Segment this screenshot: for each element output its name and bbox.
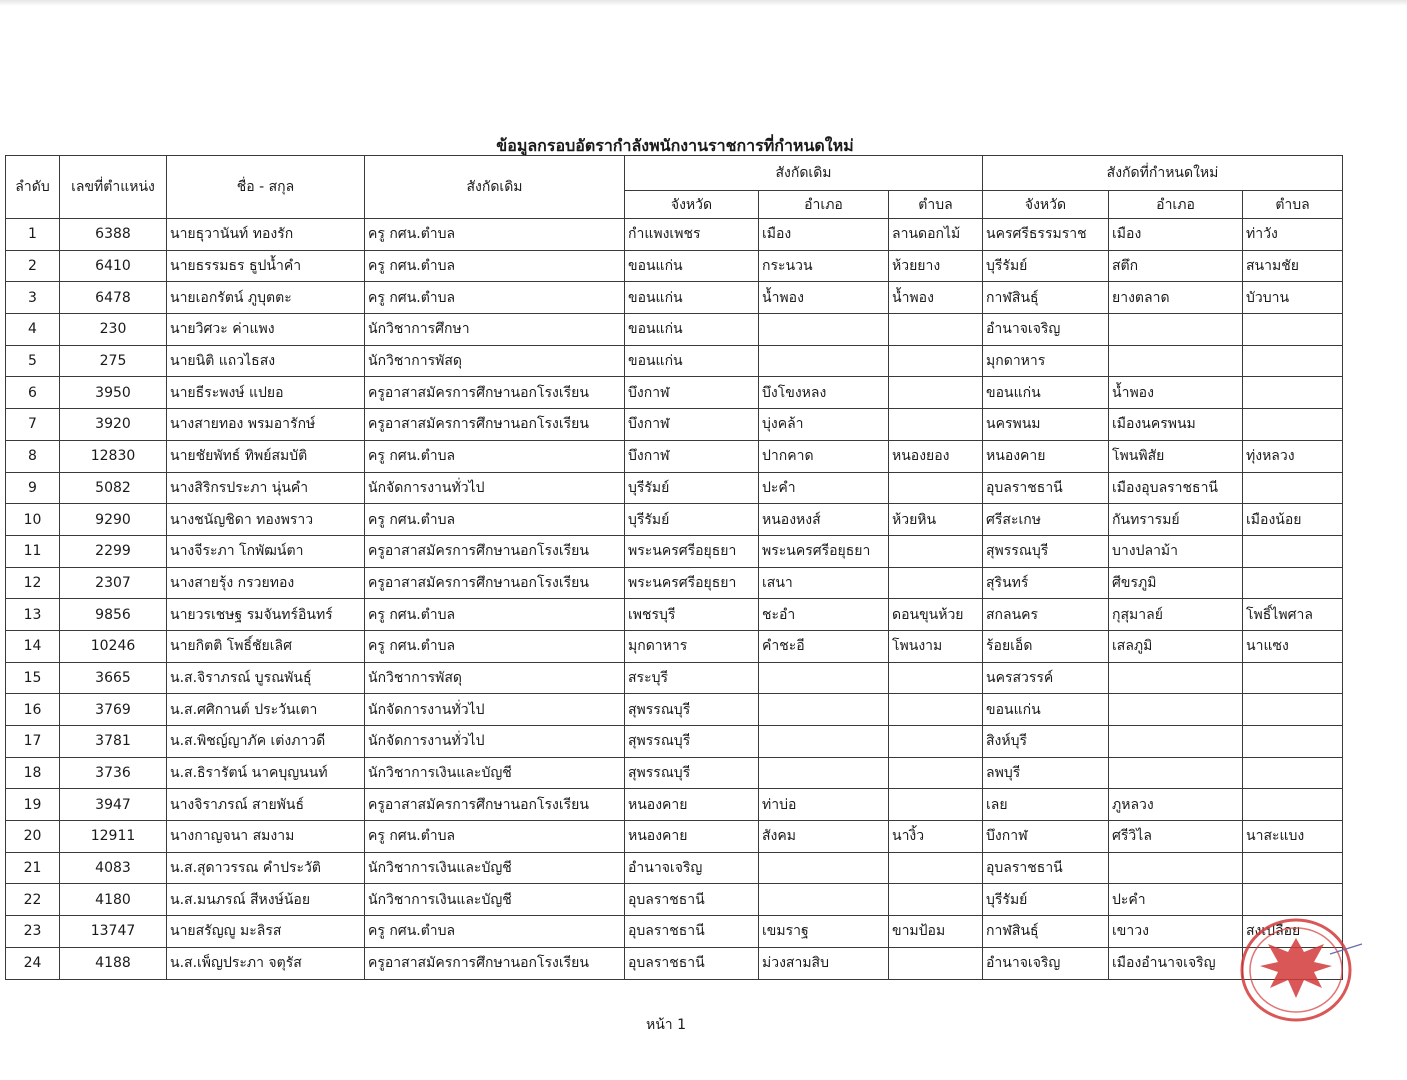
cell-new-subdistrict: [1243, 789, 1343, 821]
cell-new-district: [1109, 726, 1243, 758]
table-row: [6, 440, 1343, 472]
cell-old-province: ขอนแก่น: [625, 345, 759, 377]
cell-new-subdistrict: [1243, 852, 1343, 884]
cell-old-province: บึงกาฬ: [625, 409, 759, 441]
cell-position-no: 5082: [60, 472, 167, 504]
cell-old-unit: นักจัดการงานทั่วไป: [365, 726, 625, 758]
cell-old-district: สังคม: [759, 821, 889, 853]
cell-old-unit: ครูอาสาสมัครการศึกษานอกโรงเรียน: [365, 567, 625, 599]
cell-old-unit: ครู กศน.ตำบล: [365, 916, 625, 948]
cell-old-district: บุ่งคล้า: [759, 409, 889, 441]
cell-position-no: 2307: [60, 567, 167, 599]
cell-old-unit: ครู กศน.ตำบล: [365, 219, 625, 251]
cell-index: 5: [6, 345, 60, 377]
cell-new-subdistrict: [1243, 662, 1343, 694]
cell-name: นายกิตติ โพธิ์ชัยเลิศ: [167, 630, 365, 662]
table-row: [6, 219, 1343, 251]
cell-new-province: สุพรรณบุรี: [983, 535, 1109, 567]
cell-new-province: ร้อยเอ็ด: [983, 630, 1109, 662]
cell-old-province: บุรีรัมย์: [625, 504, 759, 536]
cell-new-subdistrict: สงเปลือย: [1243, 916, 1343, 948]
cell-old-province: สุพรรณบุรี: [625, 726, 759, 758]
cell-new-subdistrict: ท่าวัง: [1243, 219, 1343, 251]
cell-name: น.ส.ศศิกานต์ ประวันเตา: [167, 694, 365, 726]
cell-new-province: ศรีสะเกษ: [983, 504, 1109, 536]
cell-old-unit: นักวิชาการเงินและบัญชี: [365, 884, 625, 916]
cell-old-district: เขมราฐ: [759, 916, 889, 948]
cell-position-no: 6388: [60, 219, 167, 251]
cell-index: 14: [6, 630, 60, 662]
cell-old-province: สระบุรี: [625, 662, 759, 694]
cell-old-unit: ครูอาสาสมัครการศึกษานอกโรงเรียน: [365, 377, 625, 409]
table-row: [6, 535, 1343, 567]
cell-position-no: 230: [60, 314, 167, 346]
cell-name: นางสายทอง พรมอารักษ์: [167, 409, 365, 441]
table-row: [6, 884, 1343, 916]
cell-new-province: อุบลราชธานี: [983, 852, 1109, 884]
cell-old-subdistrict: ห้วยหิน: [889, 504, 983, 536]
cell-old-district: [759, 314, 889, 346]
cell-index: 11: [6, 535, 60, 567]
header-new-district: อำเภอ: [1109, 191, 1243, 219]
table-row: [6, 662, 1343, 694]
cell-old-province: อุบลราชธานี: [625, 884, 759, 916]
cell-old-subdistrict: โพนงาม: [889, 630, 983, 662]
cell-old-subdistrict: หนองยอง: [889, 440, 983, 472]
cell-new-subdistrict: [1243, 884, 1343, 916]
cell-new-district: [1109, 757, 1243, 789]
header-district: อำเภอ: [759, 191, 889, 219]
cell-old-unit: นักวิชาการเงินและบัญชี: [365, 852, 625, 884]
cell-name: นายวรเชษฐ รมจันทร์อินทร์: [167, 599, 365, 631]
cell-old-district: บึงโขงหลง: [759, 377, 889, 409]
cell-index: 3: [6, 282, 60, 314]
cell-name: น.ส.พิชญ์ญาภัค เต่งภาวดี: [167, 726, 365, 758]
header-subdistrict: ตำบล: [889, 191, 983, 219]
cell-old-district: [759, 884, 889, 916]
cell-new-subdistrict: ทุ่งหลวง: [1243, 440, 1343, 472]
cell-old-district: ชะอำ: [759, 599, 889, 631]
cell-old-province: อุบลราชธานี: [625, 947, 759, 979]
table-row: [6, 345, 1343, 377]
cell-old-subdistrict: [889, 852, 983, 884]
cell-index: 12: [6, 567, 60, 599]
cell-old-district: [759, 757, 889, 789]
cell-old-district: พระนครศรีอยุธยา: [759, 535, 889, 567]
cell-position-no: 4083: [60, 852, 167, 884]
cell-old-subdistrict: [889, 726, 983, 758]
cell-old-subdistrict: [889, 535, 983, 567]
cell-new-subdistrict: [1243, 377, 1343, 409]
cell-old-unit: นักจัดการงานทั่วไป: [365, 694, 625, 726]
cell-new-district: [1109, 694, 1243, 726]
cell-old-district: ท่าบ่อ: [759, 789, 889, 821]
cell-position-no: 6478: [60, 282, 167, 314]
scan-top-edge: [0, 0, 1407, 6]
cell-new-district: [1109, 852, 1243, 884]
cell-old-subdistrict: [889, 345, 983, 377]
cell-old-district: [759, 726, 889, 758]
table-row: [6, 630, 1343, 662]
cell-name: นายชัยพัทธ์ ทิพย์สมบัติ: [167, 440, 365, 472]
table-body: [6, 219, 1343, 980]
table-row: [6, 599, 1343, 631]
cell-old-subdistrict: ลานดอกไม้: [889, 219, 983, 251]
cell-old-district: [759, 852, 889, 884]
header-old-group: สังกัดเดิม: [625, 156, 983, 191]
cell-new-subdistrict: สนามชัย: [1243, 250, 1343, 282]
cell-new-district: กันทรารมย์: [1109, 504, 1243, 536]
cell-old-district: กระนวน: [759, 250, 889, 282]
cell-new-subdistrict: นาสะแบง: [1243, 821, 1343, 853]
cell-index: 23: [6, 916, 60, 948]
cell-old-subdistrict: [889, 377, 983, 409]
cell-old-subdistrict: [889, 662, 983, 694]
table-row: [6, 726, 1343, 758]
cell-new-subdistrict: [1243, 472, 1343, 504]
cell-old-subdistrict: [889, 567, 983, 599]
cell-old-unit: ครู กศน.ตำบล: [365, 630, 625, 662]
cell-position-no: 3769: [60, 694, 167, 726]
cell-old-subdistrict: [889, 409, 983, 441]
cell-old-subdistrict: [889, 884, 983, 916]
cell-position-no: 3736: [60, 757, 167, 789]
cell-new-district: [1109, 345, 1243, 377]
cell-old-district: คำชะอี: [759, 630, 889, 662]
cell-index: 17: [6, 726, 60, 758]
table-row: [6, 409, 1343, 441]
cell-old-district: ปะคำ: [759, 472, 889, 504]
cell-position-no: 3665: [60, 662, 167, 694]
cell-old-subdistrict: [889, 314, 983, 346]
cell-new-province: กาฬสินธุ์: [983, 282, 1109, 314]
cell-old-district: ม่วงสามสิบ: [759, 947, 889, 979]
cell-name: นางสายรุ้ง กรวยทอง: [167, 567, 365, 599]
table-row: [6, 282, 1343, 314]
cell-old-unit: ครู กศน.ตำบล: [365, 440, 625, 472]
cell-name: นายสรัญญู มะลิรส: [167, 916, 365, 948]
cell-new-subdistrict: [1243, 567, 1343, 599]
cell-old-province: หนองคาย: [625, 821, 759, 853]
cell-new-district: เขาวง: [1109, 916, 1243, 948]
cell-name: นางสิริกรประภา นุ่นคำ: [167, 472, 365, 504]
cell-name: น.ส.เพ็ญประภา จตุรัส: [167, 947, 365, 979]
cell-index: 8: [6, 440, 60, 472]
table-row: [6, 472, 1343, 504]
cell-index: 15: [6, 662, 60, 694]
cell-new-province: นครพนม: [983, 409, 1109, 441]
cell-new-district: ศีขรภูมิ: [1109, 567, 1243, 599]
cell-name: นายเอกรัตน์ ภูบุตตะ: [167, 282, 365, 314]
cell-old-unit: นักจัดการงานทั่วไป: [365, 472, 625, 504]
cell-index: 10: [6, 504, 60, 536]
header-province: จังหวัด: [625, 191, 759, 219]
cell-old-district: ปากคาด: [759, 440, 889, 472]
cell-new-subdistrict: [1243, 726, 1343, 758]
cell-new-subdistrict: [1243, 345, 1343, 377]
cell-old-province: พระนครศรีอยุธยา: [625, 535, 759, 567]
cell-old-subdistrict: นางิ้ว: [889, 821, 983, 853]
header-position-no: เลขที่ตำแหน่ง: [60, 156, 167, 219]
cell-new-province: ลพบุรี: [983, 757, 1109, 789]
cell-new-district: น้ำพอง: [1109, 377, 1243, 409]
cell-new-province: อำนาจเจริญ: [983, 947, 1109, 979]
cell-old-subdistrict: ห้วยยาง: [889, 250, 983, 282]
cell-new-province: สุรินทร์: [983, 567, 1109, 599]
cell-index: 4: [6, 314, 60, 346]
cell-new-district: [1109, 314, 1243, 346]
cell-index: 7: [6, 409, 60, 441]
cell-name: น.ส.มนภรณ์ สีหงษ์น้อย: [167, 884, 365, 916]
cell-index: 21: [6, 852, 60, 884]
cell-new-subdistrict: โพธิ์ไพศาล: [1243, 599, 1343, 631]
cell-old-unit: ครูอาสาสมัครการศึกษานอกโรงเรียน: [365, 535, 625, 567]
cell-old-district: เมือง: [759, 219, 889, 251]
cell-new-province: สกลนคร: [983, 599, 1109, 631]
cell-index: 13: [6, 599, 60, 631]
document-title: ข้อมูลกรอบอัตรากำลังพนักงานราชการที่กำหนดใหม่: [496, 136, 854, 155]
cell-old-unit: ครู กศน.ตำบล: [365, 599, 625, 631]
cell-name: นายวิศวะ ค่าแพง: [167, 314, 365, 346]
cell-index: 19: [6, 789, 60, 821]
table-row: [6, 314, 1343, 346]
cell-position-no: 6410: [60, 250, 167, 282]
cell-old-province: สุพรรณบุรี: [625, 757, 759, 789]
header-new-subdistrict: ตำบล: [1243, 191, 1343, 219]
cell-new-subdistrict: [1243, 535, 1343, 567]
cell-new-province: บุรีรัมย์: [983, 250, 1109, 282]
cell-position-no: 3920: [60, 409, 167, 441]
cell-old-subdistrict: [889, 789, 983, 821]
cell-new-province: มุกดาหาร: [983, 345, 1109, 377]
table-row: [6, 757, 1343, 789]
cell-position-no: 13747: [60, 916, 167, 948]
table-row: [6, 377, 1343, 409]
cell-position-no: 4180: [60, 884, 167, 916]
cell-new-district: เมืองอำนาจเจริญ: [1109, 947, 1243, 979]
cell-new-province: อำนาจเจริญ: [983, 314, 1109, 346]
table-row: [6, 852, 1343, 884]
cell-index: 2: [6, 250, 60, 282]
cell-old-unit: ครูอาสาสมัครการศึกษานอกโรงเรียน: [365, 409, 625, 441]
cell-name: นายธีระพงษ์ แปยอ: [167, 377, 365, 409]
cell-old-province: พระนครศรีอยุธยา: [625, 567, 759, 599]
cell-old-province: บึงกาฬ: [625, 377, 759, 409]
cell-old-subdistrict: [889, 694, 983, 726]
cell-new-district: เมืองนครพนม: [1109, 409, 1243, 441]
cell-new-province: หนองคาย: [983, 440, 1109, 472]
cell-old-province: ขอนแก่น: [625, 314, 759, 346]
cell-position-no: 12911: [60, 821, 167, 853]
cell-old-unit: ครู กศน.ตำบล: [365, 250, 625, 282]
table-row: [6, 504, 1343, 536]
cell-old-unit: ครู กศน.ตำบล: [365, 282, 625, 314]
header-new-province: จังหวัด: [983, 191, 1109, 219]
cell-position-no: 3947: [60, 789, 167, 821]
cell-index: 1: [6, 219, 60, 251]
cell-new-subdistrict: [1243, 314, 1343, 346]
cell-name: นางจีระภา โกพัฒน์ตา: [167, 535, 365, 567]
cell-old-district: [759, 662, 889, 694]
cell-new-province: ขอนแก่น: [983, 377, 1109, 409]
table-row: [6, 947, 1343, 979]
cell-new-district: เมือง: [1109, 219, 1243, 251]
cell-new-district: ยางตลาด: [1109, 282, 1243, 314]
cell-old-province: ขอนแก่น: [625, 250, 759, 282]
cell-old-province: ขอนแก่น: [625, 282, 759, 314]
cell-old-district: เสนา: [759, 567, 889, 599]
cell-new-district: สตึก: [1109, 250, 1243, 282]
cell-name: นางจิราภรณ์ สายพันธ์: [167, 789, 365, 821]
cell-new-subdistrict: [1243, 757, 1343, 789]
cell-new-district: โพนพิสัย: [1109, 440, 1243, 472]
cell-old-unit: ครูอาสาสมัครการศึกษานอกโรงเรียน: [365, 789, 625, 821]
header-index: ลำดับ: [6, 156, 60, 219]
header-old-unit: สังกัดเดิม: [365, 156, 625, 219]
table-row: [6, 789, 1343, 821]
cell-old-unit: นักวิชาการเงินและบัญชี: [365, 757, 625, 789]
cell-old-subdistrict: ขามป้อม: [889, 916, 983, 948]
cell-old-unit: นักวิชาการศึกษา: [365, 314, 625, 346]
cell-index: 24: [6, 947, 60, 979]
cell-old-district: น้ำพอง: [759, 282, 889, 314]
table-row: [6, 567, 1343, 599]
cell-position-no: 12830: [60, 440, 167, 472]
cell-old-unit: นักวิชาการพัสดุ: [365, 345, 625, 377]
cell-new-subdistrict: [1243, 694, 1343, 726]
cell-new-district: ปะคำ: [1109, 884, 1243, 916]
cell-new-district: ภูหลวง: [1109, 789, 1243, 821]
cell-old-province: มุกดาหาร: [625, 630, 759, 662]
cell-name: นายธุวานันท์ ทองรัก: [167, 219, 365, 251]
cell-position-no: 9290: [60, 504, 167, 536]
cell-name: น.ส.ธิรารัตน์ นาคบุญนนท์: [167, 757, 365, 789]
cell-position-no: 2299: [60, 535, 167, 567]
cell-name: น.ส.สุดาวรรณ คำประวัติ: [167, 852, 365, 884]
cell-new-province: ขอนแก่น: [983, 694, 1109, 726]
cell-position-no: 9856: [60, 599, 167, 631]
cell-position-no: 275: [60, 345, 167, 377]
cell-old-subdistrict: [889, 947, 983, 979]
table-header: [6, 156, 1343, 219]
cell-old-district: [759, 694, 889, 726]
cell-new-district: เสลภูมิ: [1109, 630, 1243, 662]
cell-old-province: กำแพงเพชร: [625, 219, 759, 251]
header-new-group: สังกัดที่กำหนดใหม่: [983, 156, 1343, 191]
cell-new-subdistrict: นาแซง: [1243, 630, 1343, 662]
table-row: [6, 250, 1343, 282]
cell-new-province: บึงกาฬ: [983, 821, 1109, 853]
cell-index: 6: [6, 377, 60, 409]
cell-old-district: [759, 345, 889, 377]
cell-new-district: กุสุมาลย์: [1109, 599, 1243, 631]
cell-old-subdistrict: ดอนขุนห้วย: [889, 599, 983, 631]
staff-table: [5, 155, 1343, 980]
cell-position-no: 3781: [60, 726, 167, 758]
cell-old-province: สุพรรณบุรี: [625, 694, 759, 726]
cell-index: 16: [6, 694, 60, 726]
garuda-seal-icon: [1234, 914, 1366, 1026]
table-row: [6, 821, 1343, 853]
cell-new-province: สิงห์บุรี: [983, 726, 1109, 758]
cell-old-province: เพชรบุรี: [625, 599, 759, 631]
cell-old-unit: ครูอาสาสมัครการศึกษานอกโรงเรียน: [365, 947, 625, 979]
page-number: หน้า 1: [645, 1017, 687, 1033]
cell-old-district: หนองหงส์: [759, 504, 889, 536]
table-row: [6, 916, 1343, 948]
cell-old-unit: ครู กศน.ตำบล: [365, 821, 625, 853]
cell-old-subdistrict: [889, 472, 983, 504]
header-name: ชื่อ - สกุล: [167, 156, 365, 219]
cell-old-province: อำนาจเจริญ: [625, 852, 759, 884]
cell-old-subdistrict: น้ำพอง: [889, 282, 983, 314]
cell-name: นายธรรมธร ธูปน้ำคำ: [167, 250, 365, 282]
cell-new-subdistrict: [1243, 409, 1343, 441]
cell-old-province: หนองคาย: [625, 789, 759, 821]
cell-name: นางกาญจนา สมงาม: [167, 821, 365, 853]
cell-new-subdistrict: เมืองน้อย: [1243, 504, 1343, 536]
cell-name: นางชนัญชิดา ทองพราว: [167, 504, 365, 536]
cell-new-district: [1109, 662, 1243, 694]
cell-index: 9: [6, 472, 60, 504]
cell-new-province: อุบลราชธานี: [983, 472, 1109, 504]
cell-old-province: บุรีรัมย์: [625, 472, 759, 504]
cell-new-district: บางปลาม้า: [1109, 535, 1243, 567]
cell-old-subdistrict: [889, 757, 983, 789]
cell-new-province: นครศรีธรรมราช: [983, 219, 1109, 251]
cell-new-province: กาฬสินธุ์: [983, 916, 1109, 948]
cell-index: 22: [6, 884, 60, 916]
cell-position-no: 4188: [60, 947, 167, 979]
cell-new-province: บุรีรัมย์: [983, 884, 1109, 916]
cell-new-province: นครสวรรค์: [983, 662, 1109, 694]
cell-index: 18: [6, 757, 60, 789]
cell-new-district: เมืองอุบลราชธานี: [1109, 472, 1243, 504]
cell-new-district: ศรีวิไล: [1109, 821, 1243, 853]
cell-new-province: เลย: [983, 789, 1109, 821]
cell-name: น.ส.จิราภรณ์ บูรณพันธุ์: [167, 662, 365, 694]
cell-name: นายนิติ แถวไธสง: [167, 345, 365, 377]
table-row: [6, 694, 1343, 726]
cell-position-no: 3950: [60, 377, 167, 409]
cell-old-unit: นักวิชาการพัสดุ: [365, 662, 625, 694]
cell-index: 20: [6, 821, 60, 853]
cell-position-no: 10246: [60, 630, 167, 662]
cell-old-province: อุบลราชธานี: [625, 916, 759, 948]
cell-old-province: บึงกาฬ: [625, 440, 759, 472]
cell-old-unit: ครู กศน.ตำบล: [365, 504, 625, 536]
cell-new-subdistrict: บัวบาน: [1243, 282, 1343, 314]
